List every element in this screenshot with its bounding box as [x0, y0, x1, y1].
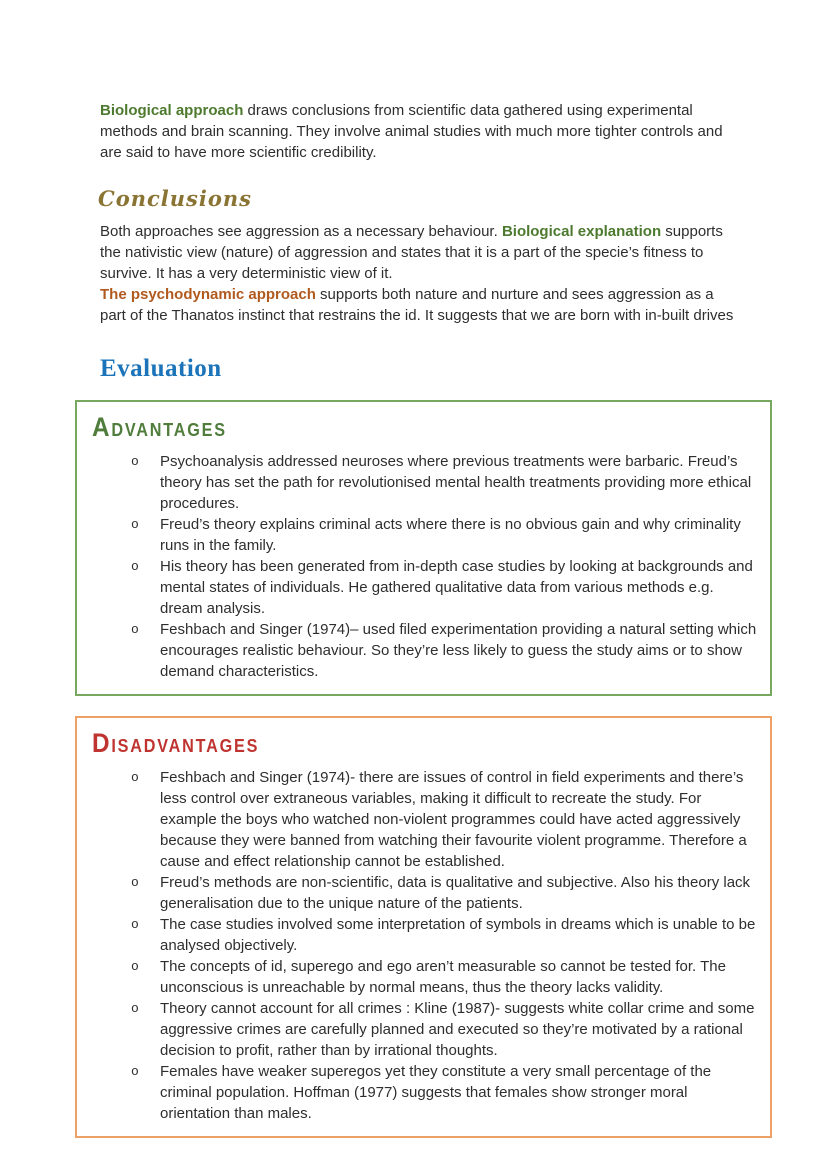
advantage-item-text: Freud’s theory explains criminal acts where there is no obvious gain and why criminality runs in the family.: [160, 516, 741, 554]
list-item: [90, 767, 760, 872]
advantages-box: [75, 400, 772, 696]
disadvantages-heading: DISADVANTAGES: [92, 728, 260, 758]
conclusions-p1-text-b: supports the nativistic view (nature) of aggression and states that it is a part of the specie’s fitness to survive. It has a very deterministic view of it.: [100, 223, 723, 282]
disadvantage-item-text: The concepts of id, superego and ego aren’t measurable so cannot be tested for. The unconscious is unreachable by normal means, thus the theory lacks validity.: [160, 958, 726, 996]
advantage-item-text: His theory has been generated from in-depth case studies by looking at backgrounds and mental states of individuals. He gathered qualitative data from various methods e.g. dream analysis.: [160, 558, 753, 617]
bullet-icon: o: [131, 1064, 139, 1079]
bullet-icon: o: [131, 959, 139, 974]
advantage-item-text: Psychoanalysis addressed neuroses where previous treatments were barbaric. Freud’s theory has set the path for revolutionised mental health treatments providing more ethical procedures.: [160, 453, 752, 512]
conclusions-heading: Conclusions: [98, 186, 252, 211]
list-item: [90, 998, 760, 1061]
bullet-icon: o: [131, 517, 139, 532]
intro-paragraph-text: draws conclusions from scientific data gathered using experimental methods and brain scanning. They involve animal studies with much more tighter controls and are said to have more scientific credibility.: [100, 102, 723, 161]
disadvantage-item-text: Theory cannot account for all crimes : Kline (1987)- suggests white collar crime and some aggressive crimes are carefully planned and executed so they’re motivated by a rational decision to profit, rather than by irrational thoughts.: [160, 1000, 755, 1059]
conclusions-p1-text-a: Both approaches see aggression as a necessary behaviour.: [100, 223, 502, 240]
intro-paragraph: [100, 100, 740, 163]
bullet-icon: o: [131, 622, 139, 637]
bullet-icon: o: [131, 1001, 139, 1016]
bullet-icon: o: [131, 875, 139, 890]
conclusions-paragraph-1: [100, 221, 740, 284]
bullet-icon: o: [131, 917, 139, 932]
disadvantage-item-text: The case studies involved some interpretation of symbols in dreams which is unable to be analysed objectively.: [160, 916, 756, 954]
bullet-icon: o: [131, 454, 139, 469]
bullet-icon: o: [131, 770, 139, 785]
disadvantage-item-text: Freud’s methods are non-scientific, data is qualitative and subjective. Also his theory lack generalisation due to the unique nature of the patients.: [160, 874, 751, 912]
psychodynamic-approach-highlight: The psychodynamic approach: [100, 286, 316, 303]
conclusions-p2-text: supports both nature and nurture and sees aggression as a part of the Thanatos instinct that restrains the id. It suggests that we are born with in-built drives: [100, 286, 734, 324]
list-item: [90, 914, 760, 956]
list-item: [90, 514, 760, 556]
disadvantages-box: [75, 716, 772, 1138]
list-item: [90, 956, 760, 998]
advantage-item-text: Feshbach and Singer (1974)– used filed experimentation providing a natural setting which encourages realistic behaviour. So they’re less likely to guess the study aims or to show demand characteristics.: [160, 621, 757, 680]
disadvantages-list: [90, 767, 760, 1124]
list-item: [90, 619, 760, 682]
list-item: [90, 1061, 760, 1124]
advantages-list: [90, 451, 760, 682]
list-item: [90, 556, 760, 619]
list-item: [90, 872, 760, 914]
biological-approach-highlight: Biological approach: [100, 102, 244, 119]
conclusions-paragraph-2: [100, 284, 740, 326]
disadvantage-item-text: Females have weaker superegos yet they constitute a very small percentage of the criminal population. Hoffman (1977) suggests that females show stronger moral orientation than males.: [160, 1063, 712, 1122]
advantages-heading: ADVANTAGES: [92, 412, 227, 442]
disadvantage-item-text: Feshbach and Singer (1974)- there are issues of control in field experiments and there’s less control over extraneous variables, making it difficult to recreate the study. For example the boys who watched non-violent programmes could have acted aggressively because they were banned from watching their favourite violent programme. Therefore a cause and effect relationship cannot be established.: [160, 769, 747, 870]
list-item: [90, 451, 760, 514]
evaluation-heading: Evaluation: [100, 355, 222, 382]
biological-explanation-highlight: Biological explanation: [501, 223, 662, 240]
bullet-icon: o: [131, 559, 139, 574]
